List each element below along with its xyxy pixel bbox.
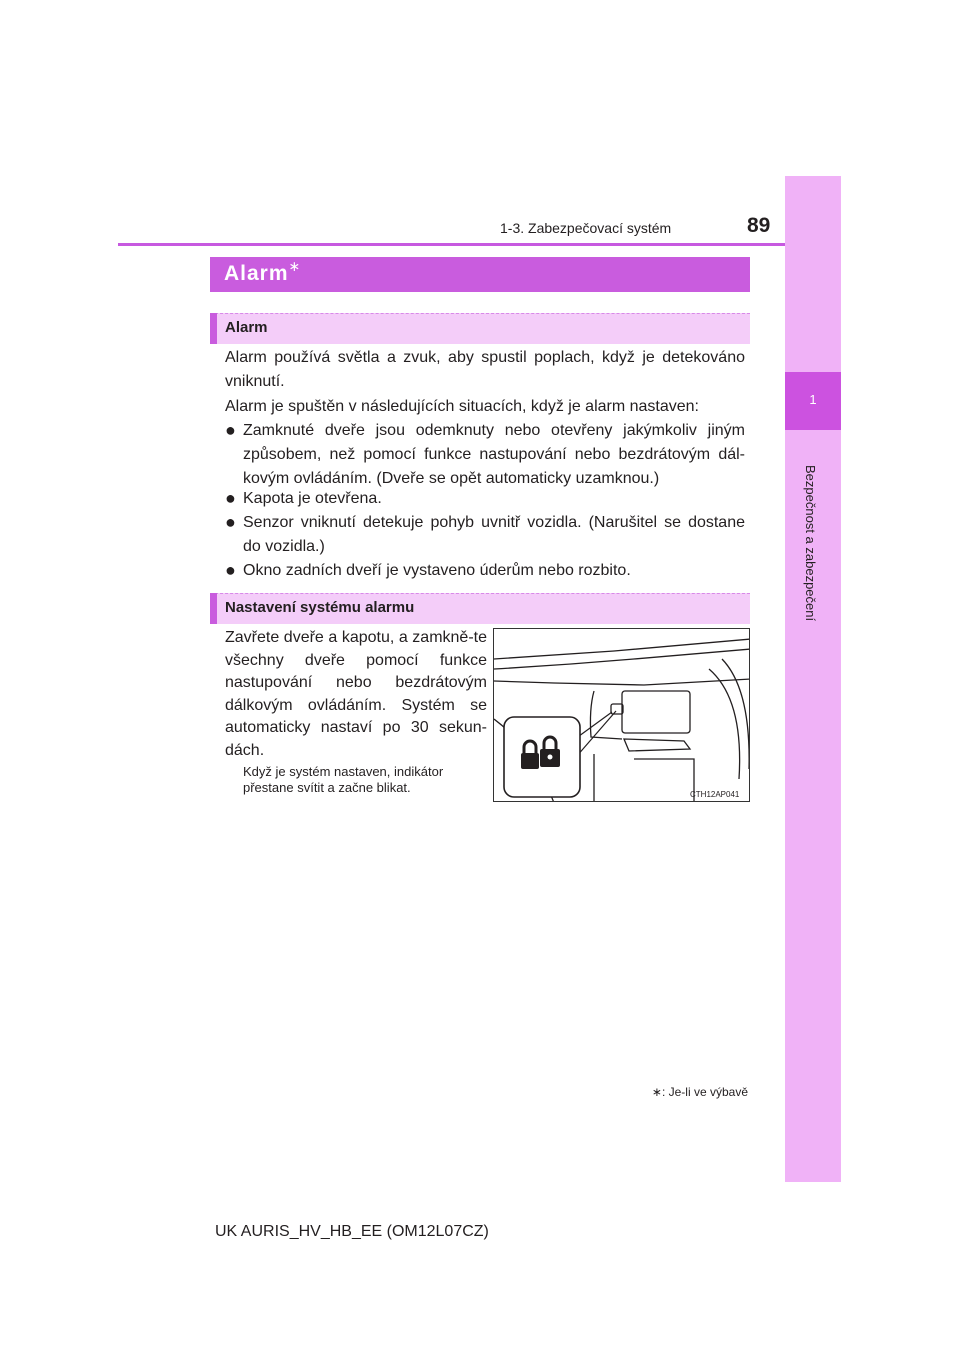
header-rule (118, 243, 785, 246)
chapter-title-wrap (792, 465, 818, 635)
section-heading: Nastavení systému alarmu (225, 599, 415, 616)
setting-note: Když je systém nastaven, indikátor přestane svítit a začne blikat. (243, 764, 444, 795)
document-footer: UK AURIS_HV_HB_EE (OM12L07CZ) (215, 1223, 489, 1240)
bullet-icon: ● (225, 512, 236, 532)
dashboard-illustration (493, 628, 750, 802)
lead-paragraph: Alarm je spuštěn v následujících situacích, když je alarm nastaven: (225, 398, 699, 415)
section-heading: Alarm (225, 319, 268, 336)
bullet-icon: ● (225, 560, 236, 580)
footnote (620, 1085, 748, 1099)
chapter-number: 1 (809, 392, 817, 407)
footnote-marker: ∗ (651, 1085, 662, 1099)
footnote-text: : Je-li ve výbavě (661, 1085, 748, 1099)
figure-code: CTH12AP041 (690, 790, 740, 799)
title-marker: ∗ (288, 258, 302, 274)
section-label: 1-3. Zabezpečovací systém (500, 220, 672, 236)
chapter-title: Bezpečnost a zabezpečení (803, 465, 818, 622)
page-number: 89 (747, 214, 771, 237)
intro-paragraph: Alarm používá světla a zvuk, aby spustil poplach, když je detekováno vniknutí. (225, 349, 745, 390)
setting-paragraph: Zavřete dveře a kapotu, a zamkně-te všechny dveře pomocí funkce nastupování nebo bezdrátovým dálkovým ovládáním. Systém se automaticky nastaví po 30 sekun-dách. (225, 629, 487, 759)
chapter-side-tab (785, 176, 841, 1182)
title-text: Alarm (224, 262, 289, 285)
bullet-icon: ● (225, 488, 236, 508)
bullet-item: Okno zadních dveří je vystaveno úderům nebo rozbito. (243, 562, 631, 579)
bullet-item: Kapota je otevřena. (243, 490, 382, 507)
bullet-icon: ● (225, 420, 236, 440)
bullet-item: Zamknuté dveře jsou odemknuty nebo otevřeny jakýmkoliv jiným způsobem, než pomocí funkce nastupování nebo bezdrátovým dál-kovým ovládáním. (Dveře se opět automaticky uzamknou.) (243, 422, 745, 487)
section-heading-accent (210, 313, 217, 344)
section-heading-bar (210, 313, 750, 344)
dashboard-drawing (494, 629, 750, 802)
page-title (224, 258, 302, 286)
bullet-item: Senzor vniknutí detekuje pohyb uvnitř vozidla. (Narušitel se dostane do vozidla.) (243, 514, 745, 555)
section-heading-accent (210, 593, 217, 624)
